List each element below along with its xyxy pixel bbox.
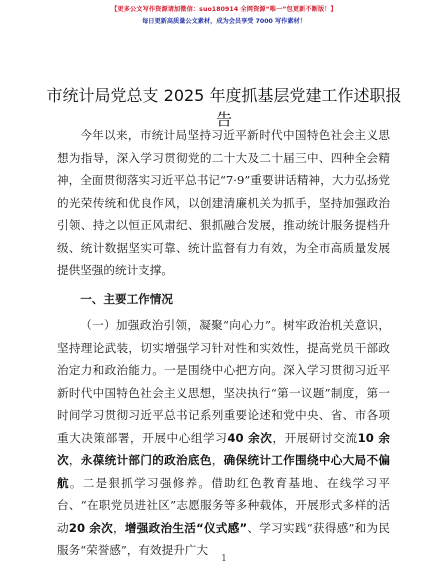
work-paragraph-1	[57, 314, 390, 562]
para-text: 。二是狠抓学习强修养。借助红色教育基地、在线学习平台、“在职党员进社区”志愿服务等多种载体，开展形式多样的活动	[57, 475, 390, 535]
emphasis-text: 确保统计工作围绕中心大局不偏航	[57, 453, 390, 490]
promo-line-2: 每日更新高质量公文素材，成为会员享受 7000 写作素材！	[142, 18, 306, 25]
emphasis-text: 永葆统计部门的政治底色	[80, 453, 212, 467]
promo-line-1: 【更多公文写作资源请加微信：suo180914 全网资源“唯一”包更新不断版！】	[111, 6, 337, 13]
emphasis-text: 增强政治生活“仪式感”	[124, 520, 248, 535]
para-text: ，开展研讨交流	[272, 430, 358, 445]
document-title: 市统计局党总支 2025 年度抓基层党建工作述职报告	[46, 86, 402, 129]
page-number: 1	[221, 554, 227, 564]
emphasis-text: 40 余次	[227, 430, 273, 445]
section-heading: 一、主要工作情况	[80, 291, 173, 306]
para-text: （一）加强政治引领，凝聚“向心力”。树牢政治机关意识，坚持理论武装，切实增强学习针对性和实效性，提高党员干部政治定力和政治能力。一是围绕中心把方向。深入学习贯彻习近平新时代中国特色社会主义思想，坚决执行“第一议题”制度，第一时间学习贯彻习近平总书记系列重要论述和党中央、省、市各项重大决策部署，开展中心组学习	[57, 318, 390, 445]
para-text: 、学习实践“获得感”和为民服务“荣誉感”，有效提升广大	[57, 520, 390, 557]
para-text: ，	[68, 453, 81, 467]
promo-banner	[0, 4, 448, 28]
intro-paragraph: 今年以来，市统计局坚持习近平新时代中国特色社会主义思想为指导，深入学习贯彻党的二十大及二十届三中、四种全会精神，全面贯彻落实习近平总书记“7·9”重要讲话精神，大力弘扬党的光荣传统和优良作风，以创建清廉机关为抓手，坚持加强政治引领、持之以恒正风肃纪、狠抓融合发展，推动统计服务提档升级、统计数据坚实可靠、统计监督有力有效，为全市高质量发展提供坚强的统计支撑。	[57, 128, 390, 277]
emphasis-text: 20 余次	[68, 520, 114, 535]
emphasis-text: 10 余次	[57, 430, 390, 467]
para-text: ，	[211, 453, 224, 467]
document-body	[57, 124, 390, 562]
para-text: ，	[113, 520, 125, 535]
